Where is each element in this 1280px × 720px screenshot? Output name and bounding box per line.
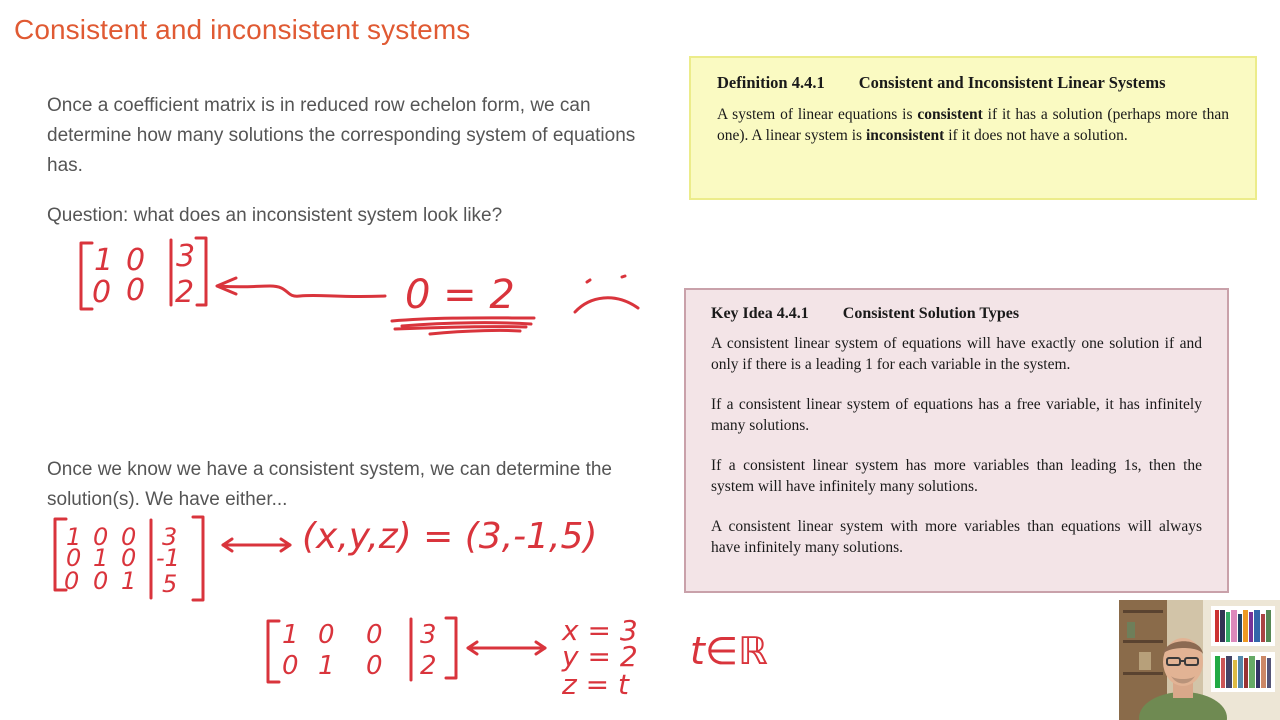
definition-title: Consistent and Inconsistent Linear Systems xyxy=(858,73,1166,92)
matrix-entry: 0 xyxy=(126,243,146,278)
matrix-entry: 2 xyxy=(420,651,437,681)
intro-paragraph: Once a coefficient matrix is in reduced row echelon form, we can determine how many solutions the corresponding system of equations has. xyxy=(47,95,636,176)
matrix-entry: 3 xyxy=(162,523,178,551)
definition-text-2: if it has a solution (perhaps more than one). A linear system is xyxy=(717,106,1229,144)
solution-line: y = 2 xyxy=(562,640,638,673)
definition-text-1: A system of linear equations is xyxy=(717,106,918,123)
consistent-paragraph: Once we know we have a consistent system, we can determine the solution(s). We have either... xyxy=(47,459,612,510)
matrix-entry: 2 xyxy=(175,275,195,310)
key-idea-label: Key Idea 4.4.1 xyxy=(711,305,809,322)
matrix-entry: 0 xyxy=(93,523,109,551)
sad-face-mouth xyxy=(575,298,638,312)
bracket-right xyxy=(446,618,456,678)
term-consistent: consistent xyxy=(917,106,983,123)
matrix-entry: 0 xyxy=(93,567,109,595)
matrix-entry: 0 xyxy=(282,651,299,681)
question-text: Question: what does an inconsistent system look like? xyxy=(47,205,503,226)
key-idea-title: Consistent Solution Types xyxy=(842,305,1020,322)
presenter-webcam xyxy=(1119,600,1280,720)
matrix-entry: 0 xyxy=(318,620,335,650)
matrix-entry: 0 xyxy=(121,544,137,572)
slide-title: Consistent and inconsistent systems xyxy=(14,14,471,45)
solution-line: z = t xyxy=(562,668,629,701)
solution-line: x = 3 xyxy=(562,614,638,647)
bracket-right xyxy=(193,517,203,600)
matrix-entry: -1 xyxy=(156,544,180,572)
key-idea-item: If a consistent linear system of equations has a free variable, it has infinitely many solutions. xyxy=(711,396,1202,434)
matrix-entry: 0 xyxy=(121,523,137,551)
matrix-entry: 5 xyxy=(162,570,178,598)
matrix-entry: 3 xyxy=(420,620,437,650)
matrix-entry: 1 xyxy=(121,567,137,595)
matrix-entry: 0 xyxy=(126,273,146,308)
definition-text-3: if it does not have a solution. xyxy=(944,127,1128,144)
term-inconsistent: inconsistent xyxy=(865,127,945,144)
sad-face-eye xyxy=(622,276,625,277)
definition-label: Definition 4.4.1 xyxy=(717,73,825,92)
parameter-domain: t∈ℝ xyxy=(690,629,769,673)
solution-tuple: (x,y,z) = (3,-1,5) xyxy=(302,516,598,557)
bracket-right xyxy=(196,238,206,305)
arrow-left-wavy xyxy=(218,286,385,297)
webcam-image xyxy=(1119,600,1280,720)
matrix-entry: 0 xyxy=(366,651,383,681)
matrix-entry: 1 xyxy=(66,523,82,551)
matrix-entry: 3 xyxy=(176,239,196,274)
matrix-entry: 1 xyxy=(94,243,114,278)
sad-face-eye xyxy=(587,280,590,282)
key-idea-item: A consistent linear system with more variables than equations will always have infinitely many solutions. xyxy=(711,518,1202,556)
bracket-left xyxy=(268,621,279,682)
emphasis-scribble xyxy=(392,318,534,334)
equation-zero-equals-two: 0 = 2 xyxy=(405,272,515,318)
matrix-entry: 0 xyxy=(66,544,82,572)
matrix-entry: 1 xyxy=(318,651,335,681)
key-idea-item: If a consistent linear system has more variables than leading 1s, then the system will have infinitely many solutions. xyxy=(711,457,1202,495)
matrix-entry: 0 xyxy=(366,620,383,650)
key-idea-item: A consistent linear system of equations will have exactly one solution if and only if there is a leading 1 for each variable in the system. xyxy=(711,335,1202,373)
matrix-entry: 1 xyxy=(282,620,299,650)
bracket-left xyxy=(81,243,92,309)
matrix-entry: 0 xyxy=(64,567,80,595)
matrix-entry: 1 xyxy=(93,544,109,572)
matrix-entry: 0 xyxy=(92,275,112,310)
